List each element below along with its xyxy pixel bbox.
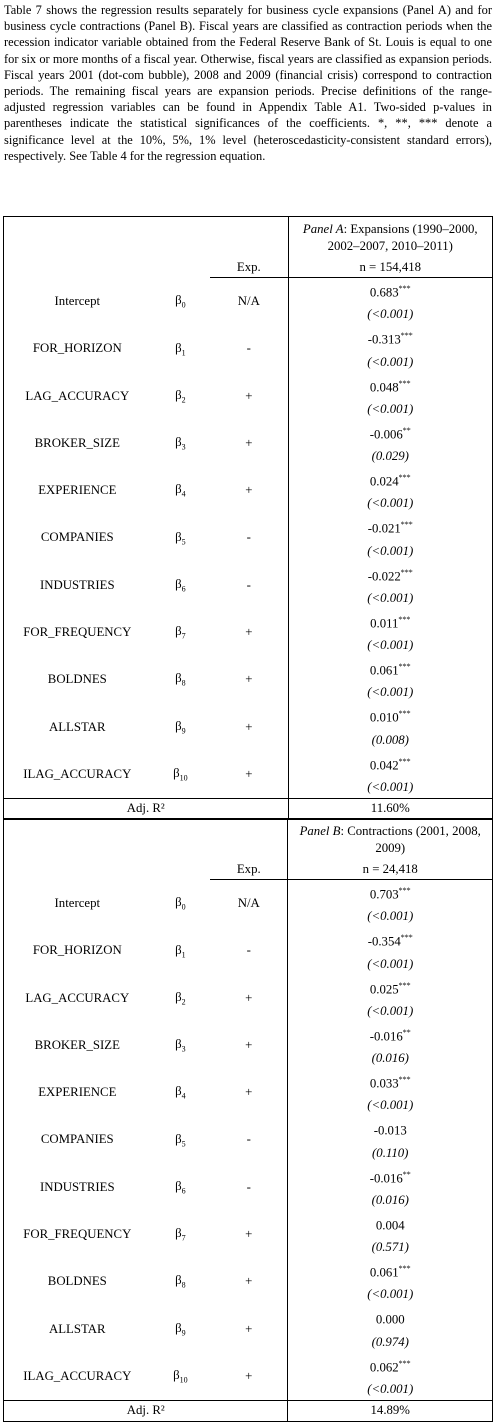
table-row (4, 514, 493, 539)
table-row (4, 1116, 493, 1141)
coefficient: 0.683*** (288, 278, 492, 304)
coefficient: 0.025*** (288, 975, 493, 1000)
expected-sign: + (245, 1321, 253, 1336)
p-value: (<0.001) (288, 953, 493, 975)
expected-sign: - (246, 577, 251, 592)
p-value: (<0.001) (288, 776, 492, 799)
coefficient: 0.000 (288, 1305, 493, 1330)
expected-sign: - (246, 943, 251, 958)
coefficient: -0.022*** (288, 562, 492, 587)
variable-name: Intercept (4, 880, 151, 928)
table-caption: Table 7 shows the regression results separately for business cycle expansions (Panel A) and for business cycle contractions (Panel B). Fiscal years are classified as contraction periods when the recession indicator variable obtained from the Federal Reserve Bank of St. Louis is equal to one for six or more months of a fiscal year. Otherwise, fiscal years are classified as expansion periods. Fiscal years 2001 (dot-com bubble), 2008 and 2009 (financial crisis) correspond to contraction periods. The remaining fiscal years are expansion periods. Precise definitions of the range-adjusted regression variables can be found in Appendix Table A1. Two-sided p-values in parentheses indicate the statistical significances of the coefficients. *, **, *** denote a significance level at the 10%, 5%, 1% level (heteroscedasticity-consistent standard errors), respectively. See Table 4 for the regression equation. (4, 3, 492, 163)
variable-name: COMPANIES (4, 514, 151, 561)
p-value: (0.016) (288, 1047, 493, 1069)
coefficient: 0.011*** (288, 609, 492, 634)
beta-symbol: $\beta_9$ (175, 718, 186, 736)
beta-symbol: $\beta_9$ (175, 1320, 186, 1338)
beta-symbol: $\beta_{10}$ (173, 1368, 188, 1385)
p-value: (<0.001) (288, 1000, 493, 1022)
coefficient: -0.313*** (288, 325, 492, 350)
panel-a-exp-header: Exp. (210, 257, 288, 278)
variable-name: FOR_HORIZON (4, 325, 151, 372)
table-row (4, 325, 493, 350)
p-value: (<0.001) (288, 587, 492, 609)
variable-name: Intercept (4, 278, 151, 326)
coefficient: 0.042*** (288, 751, 492, 776)
expected-sign: + (245, 435, 253, 450)
variable-name: FOR_HORIZON (4, 927, 151, 974)
table-row (4, 927, 493, 952)
table-row (4, 1069, 493, 1094)
beta-symbol: $\beta_7$ (175, 624, 186, 641)
beta-symbol: $\beta_1$ (175, 942, 186, 960)
expected-sign: + (245, 388, 253, 403)
p-value: (<0.001) (288, 351, 492, 373)
beta-symbol: $\beta_3$ (175, 435, 186, 452)
panel-b-exp-header: Exp. (210, 859, 288, 880)
variable-name: BOLDNES (4, 1258, 151, 1305)
p-value: (0.571) (288, 1236, 493, 1258)
variable-name: LAG_ACCURACY (4, 975, 151, 1022)
beta-symbol: $\beta_3$ (175, 1037, 186, 1054)
coefficient: 0.048*** (288, 373, 492, 398)
panel-a-title: Panel A: Expansions (1990–2000, 2002–2007, 2010–2011) (288, 217, 492, 258)
beta-symbol: $\beta_2$ (175, 989, 186, 1007)
p-value: (<0.001) (288, 303, 492, 325)
variable-name: COMPANIES (4, 1116, 151, 1163)
table-row (4, 656, 493, 681)
p-value: (<0.001) (288, 492, 492, 514)
table-row (4, 751, 493, 776)
expected-sign: N/A (237, 896, 260, 911)
coefficient: 0.004 (288, 1211, 493, 1236)
expected-sign: + (245, 1274, 253, 1289)
panel-a-adj-value: 11.60% (288, 798, 492, 819)
beta-symbol: $\beta_0$ (175, 293, 186, 310)
beta-symbol: $\beta_1$ (175, 340, 186, 358)
table-row (4, 562, 493, 587)
coefficient: -0.016** (288, 1022, 493, 1047)
variable-name: BROKER_SIZE (4, 1022, 151, 1069)
variable-name: EXPERIENCE (4, 1069, 151, 1116)
table-row (4, 1353, 493, 1378)
p-value: (<0.001) (288, 634, 492, 656)
coefficient: -0.013 (288, 1116, 493, 1141)
expected-sign: + (245, 1368, 253, 1383)
table-row (4, 1305, 493, 1330)
table-row (4, 1164, 493, 1189)
table-row (4, 609, 493, 634)
table-row (4, 373, 493, 398)
expected-sign: - (246, 341, 251, 356)
panel-b-n: n = 24,418 (288, 859, 493, 880)
p-value: (<0.001) (288, 1094, 493, 1116)
p-value: (<0.001) (288, 681, 492, 703)
beta-symbol: $\beta_6$ (175, 576, 186, 594)
beta-symbol: $\beta_7$ (175, 1226, 186, 1243)
coefficient: 0.061*** (288, 656, 492, 681)
expected-sign: + (245, 990, 253, 1005)
expected-sign: + (245, 1085, 253, 1100)
panel-a-n: n = 154,418 (288, 257, 492, 278)
table-row (4, 278, 493, 304)
panel-a-table (3, 216, 493, 820)
beta-symbol: $\beta_6$ (175, 1178, 186, 1196)
p-value: (<0.001) (288, 398, 492, 420)
p-value: (0.016) (288, 1189, 493, 1211)
p-value: (<0.001) (288, 905, 493, 927)
beta-symbol: $\beta_0$ (175, 895, 186, 912)
coefficient: 0.024*** (288, 467, 492, 492)
coefficient: 0.703*** (288, 880, 493, 906)
table-row (4, 703, 493, 728)
p-value: (0.974) (288, 1331, 493, 1353)
variable-name: EXPERIENCE (4, 467, 151, 514)
variable-name: INDUSTRIES (4, 1164, 151, 1211)
beta-symbol: $\beta_8$ (175, 1273, 186, 1291)
coefficient: -0.006** (288, 420, 492, 445)
table-row (4, 1022, 493, 1047)
p-value: (0.029) (288, 445, 492, 467)
coefficient: 0.033*** (288, 1069, 493, 1094)
panel-b-title: Panel B: Contractions (2001, 2008, 2009) (288, 819, 493, 860)
variable-name: FOR_FREQUENCY (4, 1211, 151, 1258)
p-value: (<0.001) (288, 1283, 493, 1305)
variable-name: ILAG_ACCURACY (4, 751, 151, 799)
variable-name: BROKER_SIZE (4, 420, 151, 467)
table-row (4, 1211, 493, 1236)
table-row (4, 975, 493, 1000)
coefficient: -0.354*** (288, 927, 493, 952)
table-row (4, 880, 493, 906)
beta-symbol: $\beta_4$ (175, 482, 186, 499)
panel-a-adj-label: Adj. R² (4, 798, 289, 819)
beta-symbol: $\beta_5$ (175, 529, 186, 547)
beta-symbol: $\beta_4$ (175, 1084, 186, 1101)
expected-sign: + (245, 766, 253, 781)
p-value: (0.008) (288, 729, 492, 751)
coefficient: 0.061*** (288, 1258, 493, 1283)
variable-name: ALLSTAR (4, 1305, 151, 1352)
beta-symbol: $\beta_8$ (175, 671, 186, 689)
beta-symbol: $\beta_2$ (175, 387, 186, 405)
expected-sign: + (245, 1037, 253, 1052)
expected-sign: + (245, 1226, 253, 1241)
table-row (4, 1258, 493, 1283)
expected-sign: + (245, 672, 253, 687)
variable-name: INDUSTRIES (4, 562, 151, 609)
expected-sign: - (246, 530, 251, 545)
coefficient: 0.010*** (288, 703, 492, 728)
coefficient: 0.062*** (288, 1353, 493, 1378)
p-value: (<0.001) (288, 1378, 493, 1401)
expected-sign: - (246, 1179, 251, 1194)
expected-sign: + (245, 719, 253, 734)
p-value: (<0.001) (288, 540, 492, 562)
table-row (4, 420, 493, 445)
variable-name: ILAG_ACCURACY (4, 1353, 151, 1401)
beta-symbol: $\beta_{10}$ (173, 766, 188, 783)
variable-name: BOLDNES (4, 656, 151, 703)
variable-name: ALLSTAR (4, 703, 151, 750)
table-row (4, 467, 493, 492)
expected-sign: - (246, 1132, 251, 1147)
beta-symbol: $\beta_5$ (175, 1131, 186, 1149)
variable-name: LAG_ACCURACY (4, 373, 151, 420)
variable-name: FOR_FREQUENCY (4, 609, 151, 656)
expected-sign: + (245, 624, 253, 639)
coefficient: -0.016** (288, 1164, 493, 1189)
expected-sign: + (245, 483, 253, 498)
panel-b-table (3, 818, 493, 1422)
expected-sign: N/A (237, 294, 260, 309)
coefficient: -0.021*** (288, 514, 492, 539)
panel-b-adj-label: Adj. R² (4, 1400, 288, 1421)
p-value: (0.110) (288, 1142, 493, 1164)
panel-b-adj-value: 14.89% (288, 1400, 493, 1421)
